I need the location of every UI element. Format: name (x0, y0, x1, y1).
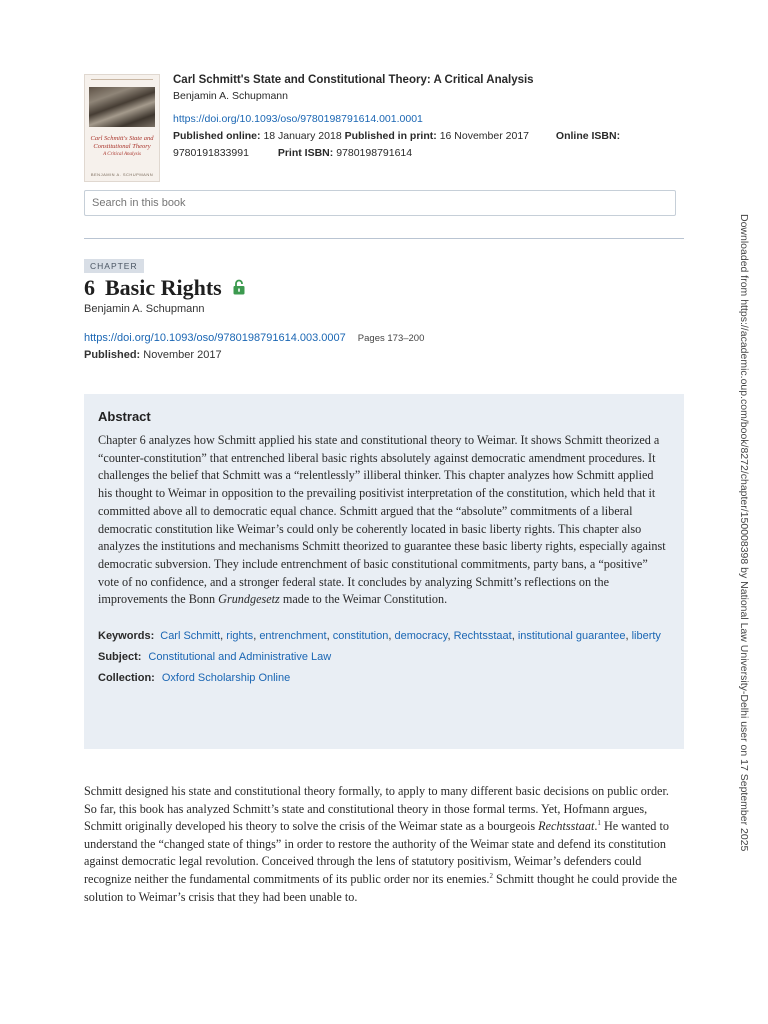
book-print-isbn: 9780198791614 (336, 147, 413, 159)
book-cover-image[interactable] (84, 74, 160, 182)
chapter-published-date: November 2017 (143, 349, 222, 361)
footnote-ref-1[interactable]: 1 (597, 819, 601, 828)
download-watermark: Downloaded from https://academic.oup.com/book/8272/chapter/150008398 by National Law University-Delhi user on 17 September 2025 (738, 214, 750, 852)
book-online-isbn: 9780191833991 (173, 147, 249, 159)
keyword-link[interactable]: liberty (631, 630, 661, 643)
chapter-published: Published: November 2017 (84, 349, 222, 361)
chapter-title (84, 274, 245, 304)
cover-author: BENJAMIN A. SCHUPMANN (90, 172, 154, 177)
abstract-text: Chapter 6 analyzes how Schmitt applied his state and constitutional theory to Weimar. It shows Schmitt theorized a “counter-constitution” that entrenched liberal basic rights absolutely against democratic amendment procedures. It challenges the belief that Schmitt was a “relentlessly” illiberal thinker. This chapter analyzes how Schmitt applied his thought to Weimar in opposition to the prevailing positivist interpretation of the constitution, which held that it committed above all to democratic equal chance. Schmitt argued that the “absolute” commitments of a liberal democratic constitution like Weimar’s could only be coherently located in basic liberty rights. This chapter also analyzes the institutions and mechanisms Schmitt theorized to guarantee these basic liberty rights, especially against democratic subversion. They include entrenchment of basic constitutional commitments, party bans, a “positive” vote of no confidence, and a stronger federal state. It concludes by analyzing Schmitt’s reflections on the improvements the Bonn Grundgesetz made to the Weimar Constitution. (98, 433, 666, 607)
open-access-lock-icon (233, 274, 245, 302)
book-metadata (173, 70, 688, 162)
cover-title: Carl Schmitt's State and Constitutional Theory A Critical Analysis (90, 135, 154, 157)
abstract-heading: Abstract (98, 409, 151, 424)
subject-link[interactable]: Constitutional and Administrative Law (148, 651, 332, 664)
chapter-number: 6 (84, 275, 95, 300)
collection-link[interactable]: Oxford Scholarship Online (161, 672, 291, 685)
keyword-link[interactable]: democracy (394, 630, 448, 643)
keywords-row: Keywords: Carl Schmitt, rights, entrenchment, constitution, democracy, Rechtsstaat, institutional guarantee, liberty (98, 630, 661, 643)
collection-row: Collection: Oxford Scholarship Online (98, 672, 291, 685)
chapter-title-text: Basic Rights (105, 275, 222, 300)
book-header (84, 70, 684, 182)
book-isbn-info: 9780191833991 Print ISBN: 9780198791614 (173, 147, 413, 159)
keyword-link[interactable]: Carl Schmitt (160, 630, 221, 643)
chapter-type-badge: CHAPTER (84, 259, 144, 273)
chapter-author: Benjamin A. Schupmann (84, 303, 205, 315)
chapter-doi-link[interactable]: https://doi.org/10.1093/oso/9780198791614.003.0007 (84, 332, 346, 344)
subject-row: Subject: Constitutional and Administrative Law (98, 651, 332, 664)
chapter-doi-row (84, 332, 424, 344)
book-published-print: 16 November 2017 (439, 130, 529, 142)
search-in-book-input[interactable] (84, 190, 676, 216)
keyword-link[interactable]: institutional guarantee (517, 630, 626, 643)
keyword-link[interactable]: entrenchment (259, 630, 327, 643)
book-title[interactable]: Carl Schmitt's State and Constitutional Theory: A Critical Analysis (173, 74, 534, 86)
book-publication-info: Published online: 18 January 2018 Published in print: 16 November 2017 Online ISBN: (173, 130, 621, 142)
abstract-panel (84, 394, 684, 749)
keyword-link[interactable]: constitution (332, 630, 389, 643)
keyword-link[interactable]: Rechtsstaat (453, 630, 512, 643)
book-published-online: 18 January 2018 (263, 130, 342, 142)
cover-artwork (89, 87, 155, 127)
chapter-pages: Pages 173–200 (357, 333, 425, 344)
cover-series-rule (91, 79, 153, 84)
chapter-body-paragraph: Schmitt designed his state and constitutional theory formally, to apply to many different basic decisions on public order. So far, this book has analyzed Schmitt’s state and constitutional theory in those formal terms. Yet, Hofmann argues, Schmitt originally developed his theory to solve the crisis of the Weimar state as a bourgeois Rechtsstaat.$^1$ He wanted to understand the “changed state of things” in order to restore the authority of the Weimar state and defend its constitution against democratic legal revolution. Conceived through the lens of statutory positivism, Weimar’s defenders could recognize neither the fundamental commitments of its public order nor its enemies.$^2$ Schmitt thought he could provide the solution to Weimar’s crisis that they had been unable to. (84, 784, 678, 904)
section-divider (84, 238, 684, 239)
footnote-ref-2[interactable]: 2 (489, 871, 493, 880)
keyword-link[interactable]: rights (226, 630, 254, 643)
book-author: Benjamin A. Schupmann (173, 90, 288, 102)
book-doi-link[interactable]: https://doi.org/10.1093/oso/9780198791614.001.0001 (173, 113, 423, 125)
